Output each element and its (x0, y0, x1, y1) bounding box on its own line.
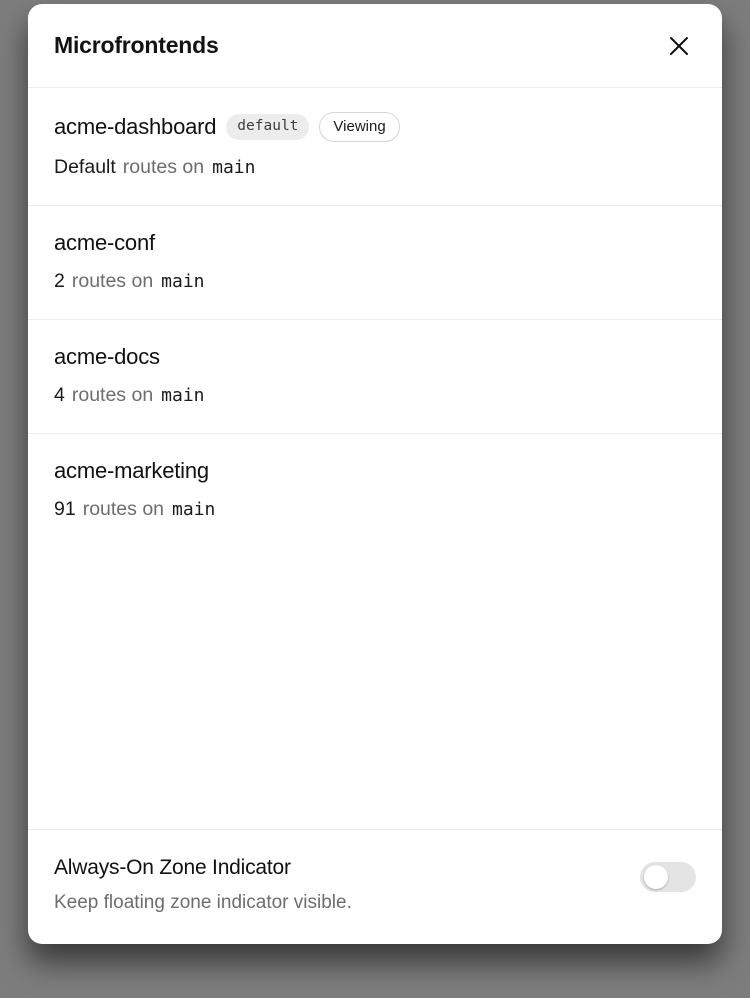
list-item-header (54, 112, 696, 142)
setting-text (54, 856, 352, 914)
setting-description: Keep floating zone indicator visible. (54, 892, 352, 913)
list-item-subtitle (54, 270, 696, 293)
list-item-header (54, 344, 696, 370)
routes-label: routes on (122, 156, 205, 178)
page-title: Microfrontends (54, 32, 219, 58)
routes-count: 2 (54, 270, 65, 292)
branch-name: main (172, 499, 216, 520)
branch-name: main (212, 157, 256, 178)
setting-title: Always-On Zone Indicator (54, 856, 291, 879)
list-item-subtitle (54, 384, 696, 407)
routes-count: 91 (54, 498, 76, 520)
microfrontend-name: acme-conf (54, 230, 155, 255)
microfrontend-name: acme-dashboard (54, 114, 217, 139)
microfrontends-list (28, 88, 722, 829)
microfrontend-name: acme-docs (54, 344, 160, 369)
always-on-zone-indicator-toggle[interactable] (640, 862, 696, 892)
panel-header (28, 4, 722, 88)
list-item[interactable] (28, 206, 722, 320)
branch-name: main (161, 271, 205, 292)
list-item[interactable] (28, 434, 722, 547)
list-item-header (54, 458, 696, 484)
list-item-subtitle (54, 156, 696, 179)
routes-label: routes on (71, 270, 154, 292)
microfrontend-name: acme-marketing (54, 458, 209, 483)
zone-indicator-setting (28, 829, 722, 944)
routes-count: Default (54, 156, 116, 178)
list-item-header (54, 230, 696, 256)
status-badge: default (226, 114, 309, 140)
list-item-subtitle (54, 498, 696, 521)
routes-count: 4 (54, 384, 65, 406)
routes-label: routes on (71, 384, 154, 406)
routes-label: routes on (82, 498, 165, 520)
close-icon[interactable] (662, 29, 696, 63)
list-item[interactable] (28, 320, 722, 434)
toggle-knob (644, 865, 668, 889)
list-item[interactable] (28, 88, 722, 206)
branch-name: main (161, 385, 205, 406)
microfrontends-panel (28, 4, 722, 944)
status-badge: Viewing (319, 112, 399, 142)
